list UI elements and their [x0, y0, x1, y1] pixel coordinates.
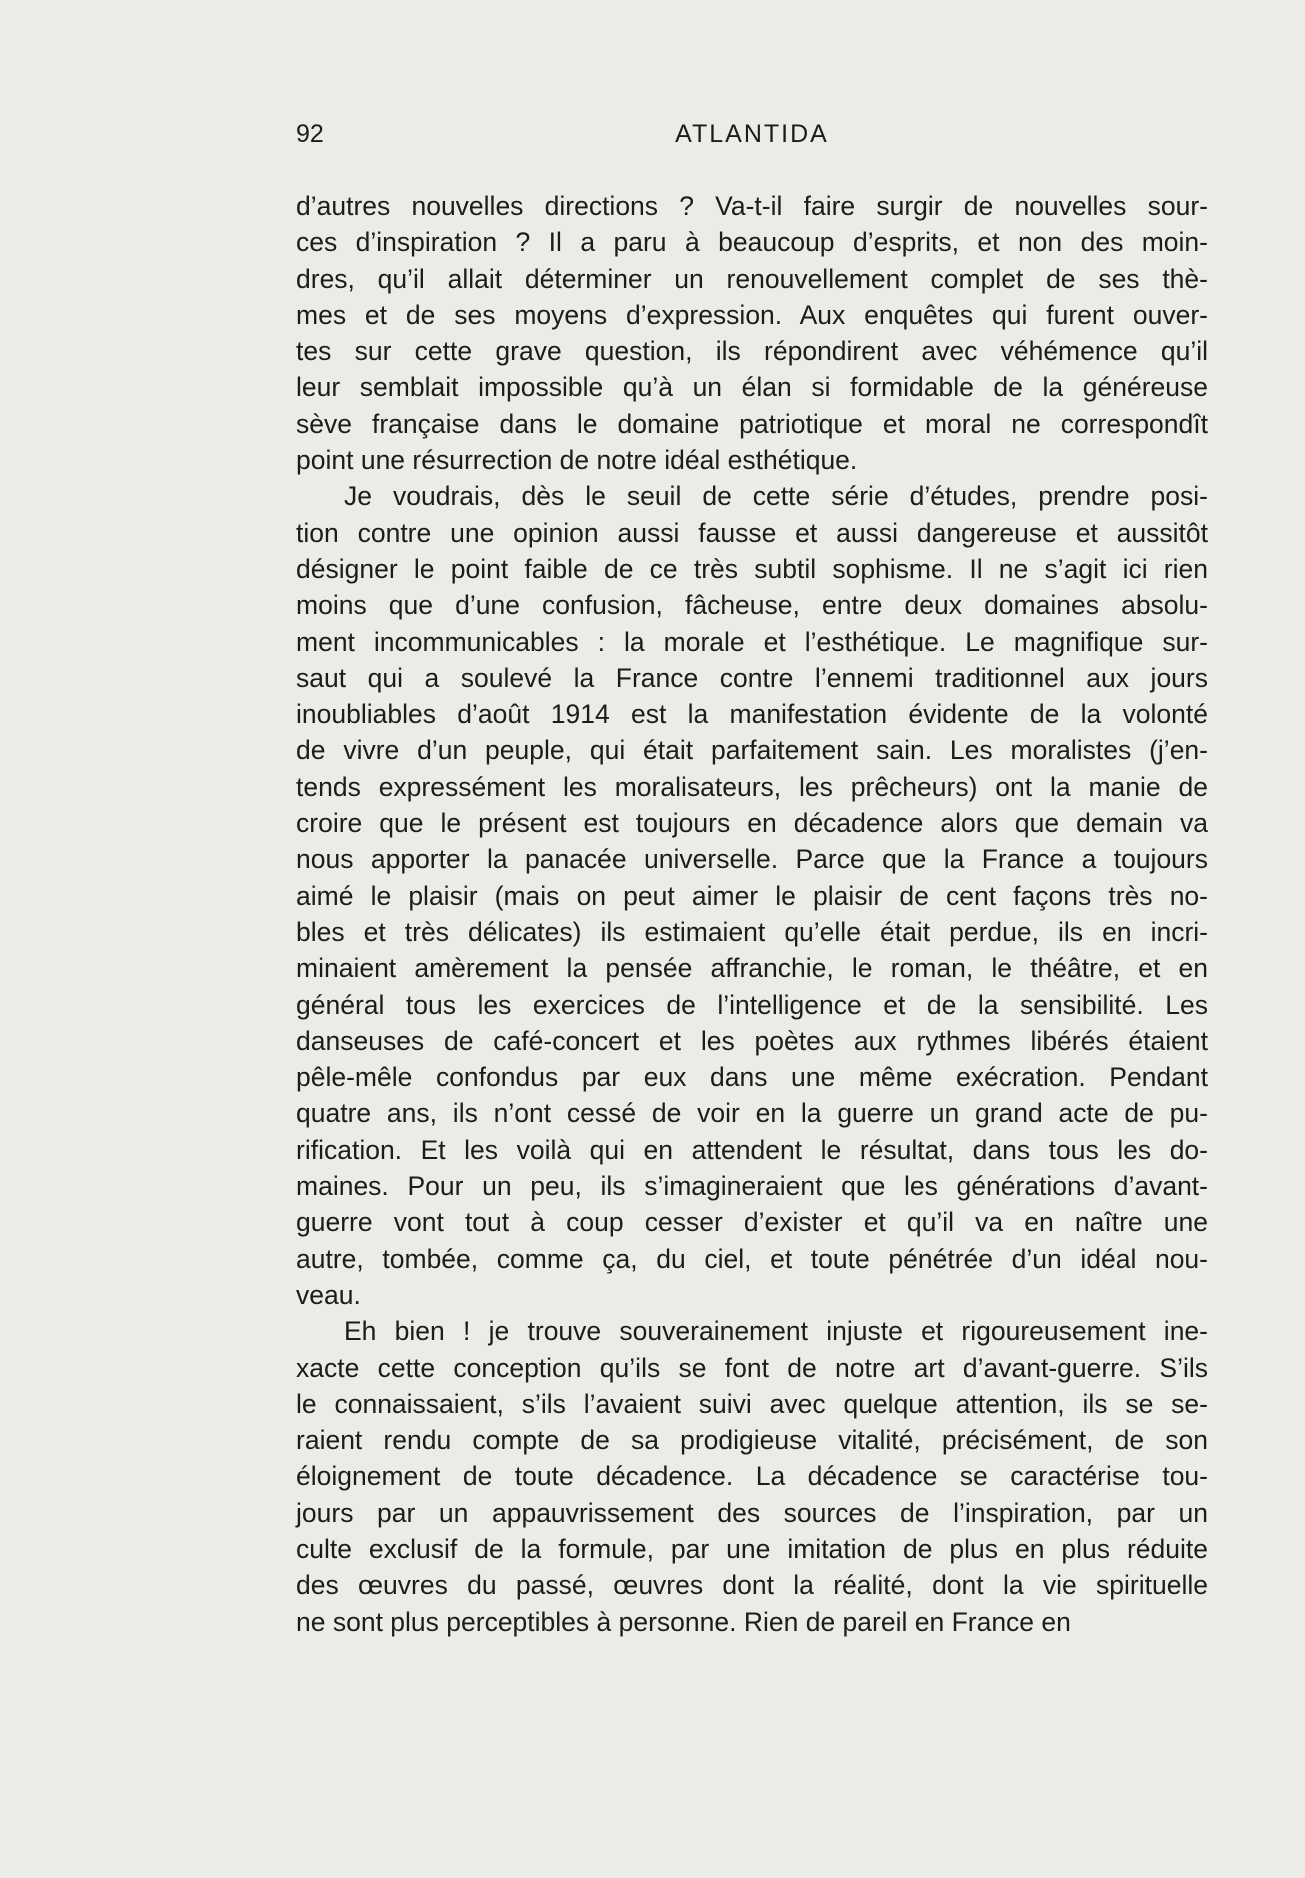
- text-line: rification. Et les voilà qui en attendent le résultat, dans tous les do-: [296, 1134, 1208, 1165]
- text-line: leur semblait impossible qu’à un élan si formidable de la généreuse: [296, 372, 1208, 403]
- paragraph: [296, 478, 1208, 1313]
- text-line: le connaissaient, s’ils l’avaient suivi avec quelque attention, ils se se-: [296, 1388, 1208, 1419]
- text-line: croire que le présent est toujours en décadence alors que demain va: [296, 808, 1208, 839]
- text-line: veau.: [296, 1279, 361, 1310]
- text-line: nous apporter la panacée universelle. Parce que la France a toujours: [296, 844, 1208, 875]
- text-line: minaient amèrement la pensée affranchie, le roman, le théâtre, et en: [296, 953, 1208, 984]
- text-line: saut qui a soulevé la France contre l’ennemi traditionnel aux jours: [296, 662, 1208, 693]
- text-line: ces d’inspiration ? Il a paru à beaucoup d’esprits, et non des moin-: [296, 227, 1208, 258]
- text-line: éloignement de toute décadence. La décadence se caractérise tou-: [296, 1461, 1208, 1492]
- text-line: autre, tombée, comme ça, du ciel, et toute pénétrée d’un idéal nou-: [296, 1243, 1208, 1274]
- page-header: [296, 120, 1208, 152]
- text-line: guerre vont tout à coup cesser d’exister et qu’il va en naître une: [296, 1207, 1208, 1238]
- text-line: mes et de ses moyens d’expression. Aux enquêtes qui furent ouver-: [296, 299, 1208, 330]
- running-title: ATLANTIDA: [675, 120, 829, 148]
- page-number: 92: [296, 120, 324, 148]
- text-line: tends expressément les moralisateurs, les prêcheurs) ont la manie de: [296, 771, 1208, 802]
- text-line: d’autres nouvelles directions ? Va-t-il faire surgir de nouvelles sour-: [296, 191, 1208, 221]
- text-line: raient rendu compte de sa prodigieuse vitalité, précisément, de son: [296, 1425, 1208, 1456]
- text-line: aimé le plaisir (mais on peut aimer le plaisir de cent façons très no-: [296, 880, 1208, 911]
- text-line: pêle-mêle confondus par eux dans une même exécration. Pendant: [296, 1062, 1208, 1093]
- text-line: jours par un appauvrissement des sources de l’inspiration, par un: [296, 1497, 1208, 1528]
- text-line: tion contre une opinion aussi fausse et aussi dangereuse et aussitôt: [296, 517, 1208, 548]
- text-line: dres, qu’il allait déterminer un renouvellement complet de ses thè-: [296, 263, 1208, 294]
- text-line: maines. Pour un peu, ils s’imagineraient que les générations d’avant-: [296, 1171, 1208, 1202]
- text-line: xacte cette conception qu’ils se font de notre art d’avant-guerre. S’ils: [296, 1352, 1208, 1383]
- text-line: sève française dans le domaine patriotique et moral ne correspondît: [296, 408, 1208, 439]
- text-line: quatre ans, ils n’ont cessé de voir en la guerre un grand acte de pu-: [296, 1098, 1208, 1129]
- text-line: ment incommunicables : la morale et l’esthétique. Le magnifique sur-: [296, 626, 1208, 657]
- text-line: des œuvres du passé, œuvres dont la réalité, dont la vie spirituelle: [296, 1570, 1208, 1601]
- text-line: Eh bien ! je trouve souverainement injuste et rigoureusement ine-: [344, 1316, 1208, 1347]
- text-line: général tous les exercices de l’intelligence et de la sensibilité. Les: [296, 989, 1208, 1020]
- body-text: [296, 188, 1208, 1640]
- text-line: culte exclusif de la formule, par une imitation de plus en plus réduite: [296, 1533, 1208, 1564]
- paragraph: [296, 1313, 1208, 1640]
- text-line: moins que d’une confusion, fâcheuse, entre deux domaines absolu-: [296, 590, 1208, 621]
- text-line: Je voudrais, dès le seuil de cette série d’études, prendre posi-: [344, 481, 1208, 512]
- text-line: point une résurrection de notre idéal esthétique.: [296, 445, 858, 476]
- text-line: bles et très délicates) ils estimaient qu’elle était perdue, ils en incri-: [296, 916, 1208, 947]
- text-line: inoubliables d’août 1914 est la manifestation évidente de la volonté: [296, 699, 1208, 730]
- text-line: danseuses de café-concert et les poètes aux rythmes libérés étaient: [296, 1025, 1208, 1056]
- text-line: désigner le point faible de ce très subtil sophisme. Il ne s’agit ici rien: [296, 553, 1208, 584]
- text-line: ne sont plus perceptibles à personne. Rien de pareil en France en: [296, 1606, 1071, 1637]
- paragraph: [296, 188, 1208, 478]
- text-line: tes sur cette grave question, ils répondirent avec véhémence qu’il: [296, 336, 1208, 367]
- text-line: de vivre d’un peuple, qui était parfaitement sain. Les moralistes (j’en-: [296, 735, 1208, 766]
